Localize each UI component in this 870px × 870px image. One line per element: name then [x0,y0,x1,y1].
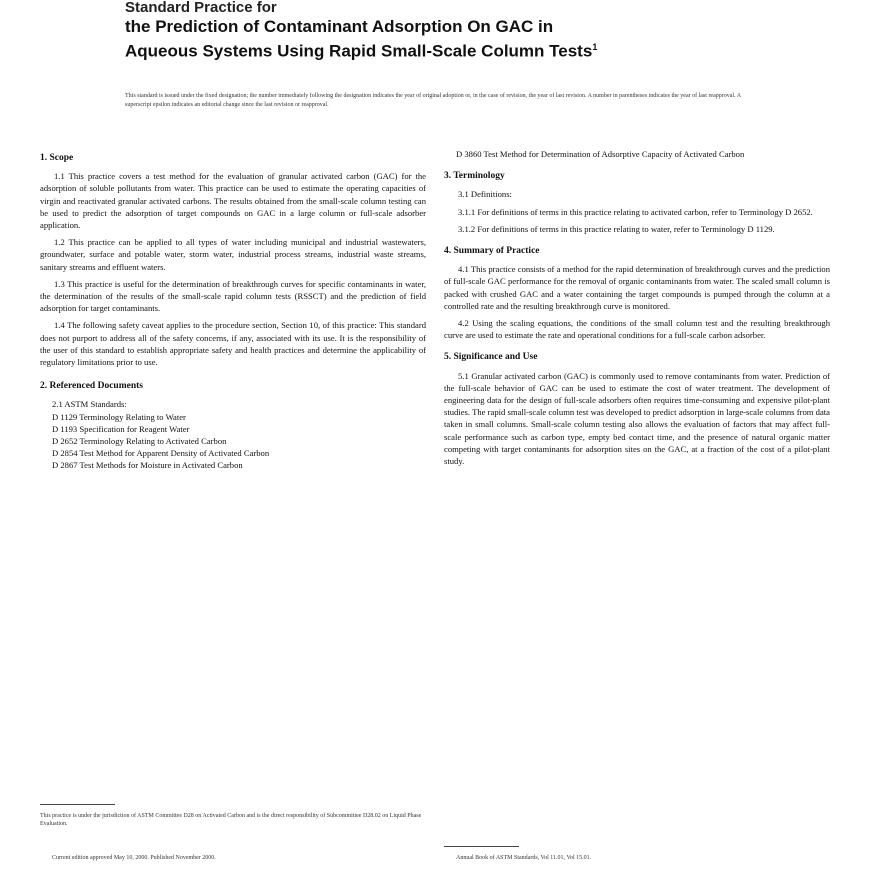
title-line-2 [125,37,765,62]
reference-item: 2.1 ASTM Standards: [52,399,127,410]
footnote-right: Annual Book of ASTM Standards, Vol 11.01, Vol 15.01. [456,855,592,861]
significance-heading: 5. Significance and Use [444,352,538,363]
designation-line: Standard Practice for [125,0,277,16]
terminology-paragraph: 3.1.2 For definitions of terms in this practice relating to water, refer to Terminology D 1129. [458,223,775,234]
summary-heading: 4. Summary of Practice [444,246,540,257]
terminology-paragraph: 3.1 Definitions: [458,189,512,200]
reference-item: D 2652 Terminology Relating to Activated Carbon [52,436,227,447]
left-column [40,148,426,472]
summary-paragraph: 4.2 Using the scaling equations, the conditions of the small column test and the resulting breakthrough curve are used to estimate the rate and operational conditions for a full-scale carbon adsorber. [444,318,830,341]
summary-paragraph: 4.1 This practice consists of a method for the rapid determination of breakthrough curves and the prediction of full-scale GAC performance for the removal of organic contaminants from water. The scaled small column is packed with crushed GAC and a water containing the target compounds is pumped through the column at a controlled rate and the resulting breakthrough curve is monitored. [444,264,830,311]
referenced-documents-heading: 2. Referenced Documents [40,381,143,392]
scope-paragraph: 1.2 This practice can be applied to all types of water including municipal and industrial wastewaters, groundwater, surface and potable water, storm water, industrial process streams, industrial waste streams, sanitary streams and effluent waters. [40,237,426,272]
standard-issuance-note: This standard is issued under the fixed designation; the number immediately following the designation indicates the year of original adoption or, in the case of revision, the year of last revision. A number in parentheses indicates the year of last reapproval. A superscript epsilon indicates an editorial change since the last revision or reapproval. [125,93,741,108]
document-title-block [125,0,765,62]
reference-item: D 2867 Test Methods for Moisture in Activated Carbon [52,460,243,471]
title-footnote-mark: 1 [592,42,598,52]
terminology-paragraph: 3.1.1 For definitions of terms in this practice relating to activated carbon, refer to Terminology D 2652. [458,206,813,217]
reference-item-continued: D 3860 Test Method for Determination of Adsorptive Capacity of Activated Carbon [456,149,745,159]
reference-item: D 1129 Terminology Relating to Water [52,411,186,422]
footnote-left: This practice is under the jurisdiction of ASTM Committee D28 on Activated Carbon and is the direct responsibility of Subcommittee D28.02 on Liquid Phase Evaluation. [40,813,422,827]
reference-item: D 2854 Test Method for Apparent Density of Activated Carbon [52,448,270,459]
footnote-rule-left [40,804,115,805]
title-line-2-text: Aqueous Systems Using Rapid Small-Scale Column Tests [125,41,593,61]
title-line-1: the Prediction of Contaminant Adsorption On GAC in [125,17,554,36]
scope-paragraph: 1.4 The following safety caveat applies to the procedure section, Section 10, of this practice: This standard does not purport to address all of the safety concerns, if any, associated with its use. It is the responsibility of the user of this standard to establish appropriate safety and health practices and determine the applicability of regulatory limitations prior to use. [40,320,426,368]
scope-heading: 1. Scope [40,153,74,163]
reference-item: D 1193 Specification for Reagent Water [52,423,190,434]
right-column [444,148,830,472]
footnote-rule-right [444,846,519,847]
terminology-heading: 3. Terminology [444,171,505,182]
scope-paragraph: 1.1 This practice covers a test method for the evaluation of granular activated carbon (GAC) for the adsorption of soluble pollutants from water. This practice can be used to estimate the operating capacities of virgin and reactivated granular activated carbons. The results obtained from the small-scale column testing can be used to predict the adsorption of target compounds on GAC in a large column or full-scale adsorber application. [40,171,426,231]
scope-paragraph: 1.3 This practice is useful for the determination of breakthrough curves for specific contaminants in water, the determination of the results of the small-scale rapid column tests (RSSCT) and the prediction of field adsorption for target contaminants. [40,278,426,314]
footnote-left-edition: Current edition approved May 10, 2000. Published November 2000. [52,855,216,861]
significance-paragraph: 5.1 Granular activated carbon (GAC) is commonly used to remove contaminants from water. Prediction of the full-scale behavior of GAC can be used to estimate the cost of water treatment. The development of engineering data for the design of full-scale adsorbers often requires time-consuming and expensive pilot-plant studies. The rapid small-scale column test was developed to predict adsorption in large-scale columns from data taken in small columns. Small-scale column testing also allows the evaluation of factors that may affect full-scale performance such as carbon type, empty bed contact time, and the presence of natural organic matter competing with target contaminants for adsorption sites on the GAC, at a fraction of the cost of a pilot-plant study. [444,370,830,467]
